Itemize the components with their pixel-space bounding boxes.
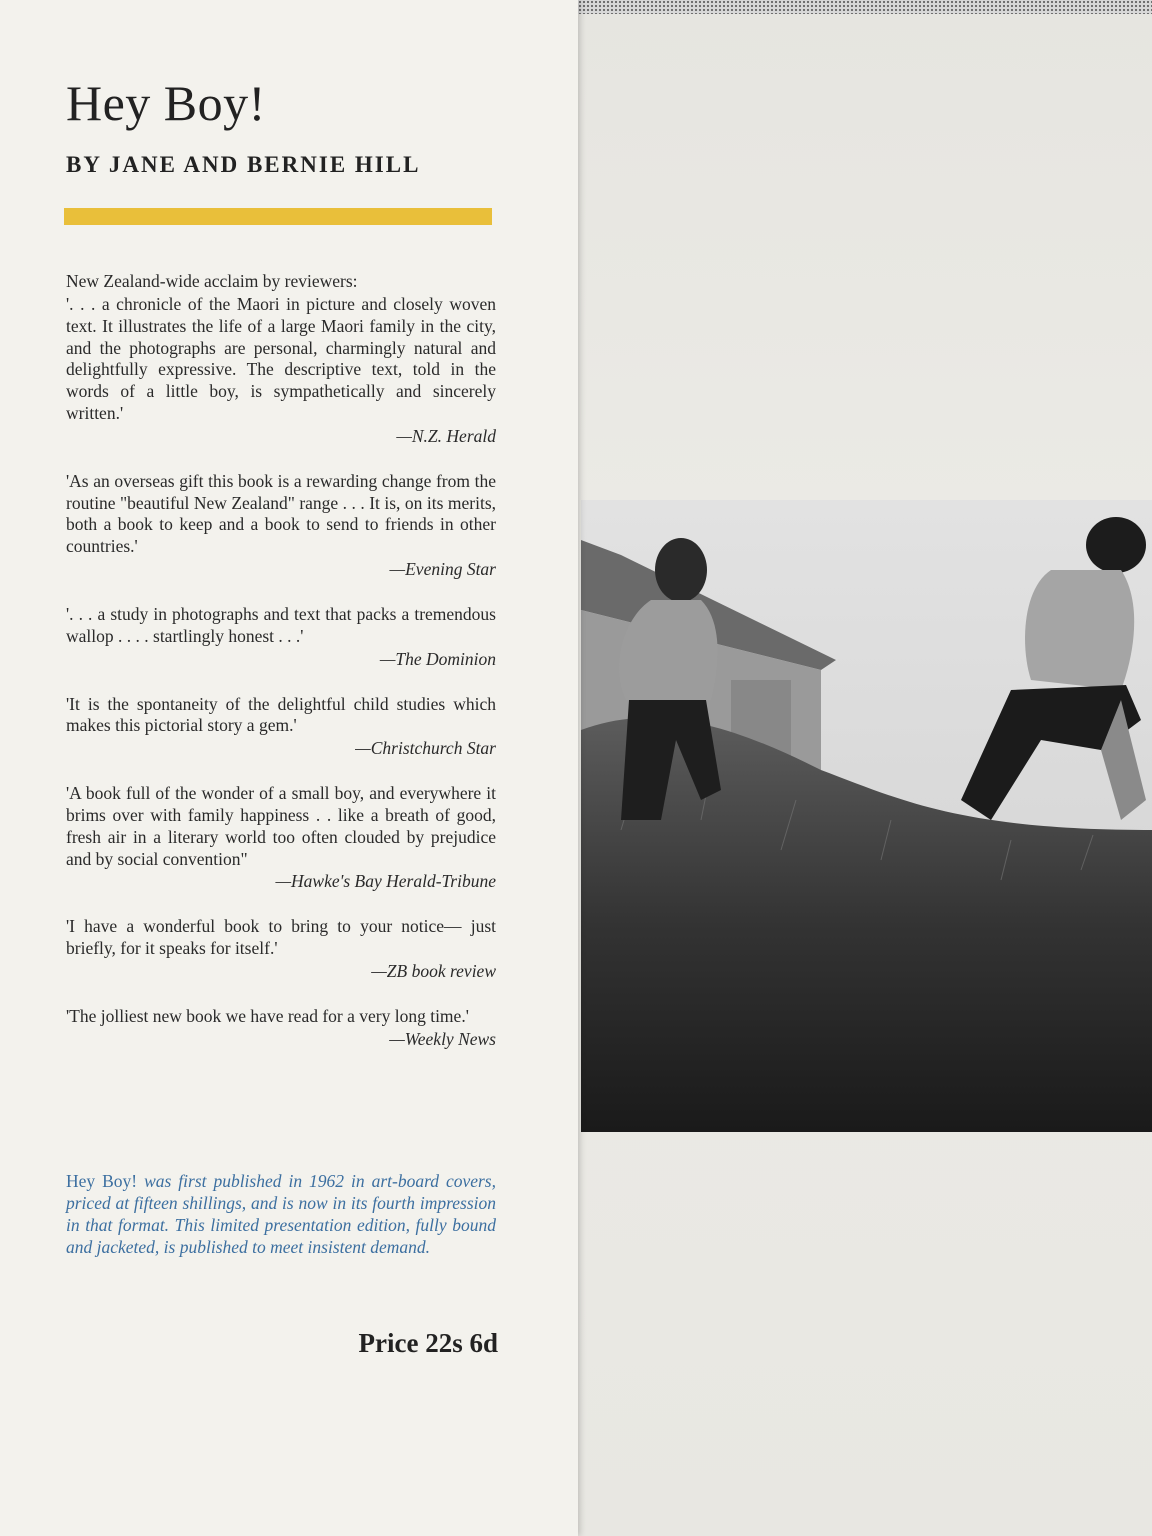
book-title: Hey Boy! <box>66 75 266 131</box>
review-item <box>66 916 496 982</box>
review-item <box>66 1006 496 1050</box>
reviews-section <box>66 270 496 1074</box>
halftone-edge-strip <box>578 0 1152 14</box>
review-item <box>66 294 496 447</box>
reviews-intro: New Zealand-wide acclaim by reviewers: <box>66 271 358 291</box>
review-source: —ZB book review <box>371 960 496 981</box>
review-quote: 'I have a wonderful book to bring to your notice— just briefly, for it speaks for itself.' <box>66 916 496 959</box>
review-item <box>66 471 496 580</box>
review-item <box>66 604 496 670</box>
cover-photograph <box>581 500 1152 1132</box>
review-quote: 'A book full of the wonder of a small boy, and everywhere it brims over with family happiness . . like a breath of good, fresh air in a literary world too often clouded by prejudice and by social convention" <box>66 783 496 869</box>
review-source: —The Dominion <box>379 648 496 669</box>
author-byline: BY JANE AND BERNIE HILL <box>66 152 421 177</box>
publication-note <box>66 1170 496 1258</box>
review-item <box>66 694 496 760</box>
review-quote: '. . . a chronicle of the Maori in picture and closely woven text. It illustrates the life of a large Maori family in the city, and the photographs are personal, charmingly natural and delightfully expressive. The descriptive text, told in the words of a little boy, is sympathetically and sincerely written.' <box>66 294 496 423</box>
review-source: —Hawke's Bay Herald-Tribune <box>275 871 496 892</box>
review-source: —Christchurch Star <box>355 738 496 759</box>
review-quote: 'As an overseas gift this book is a rewarding change from the routine "beautiful New Zealand" range . . . It is, on its merits, both a book to keep and a book to send to friends in other countries.' <box>66 470 496 557</box>
publication-note-text: was first published in 1962 in art-board covers, priced at fifteen shillings, and is now in its fourth impression in that format. This limited presentation edition, fully bound and jacketed, is published to meet insistent demand. <box>66 1171 496 1257</box>
yellow-accent-bar <box>64 208 492 225</box>
review-item <box>66 783 496 892</box>
review-source: —Weekly News <box>389 1028 496 1049</box>
review-quote: 'It is the spontaneity of the delightful child studies which makes this pictorial story a gem.' <box>66 693 496 736</box>
photograph-two-boys-running-icon <box>581 500 1152 1132</box>
publication-note-book-name: Hey Boy! <box>66 1171 138 1191</box>
price-label: Price 22s 6d <box>358 1328 498 1358</box>
review-quote: 'The jolliest new book we have read for a very long time.' <box>66 1005 469 1026</box>
review-quote: '. . . a study in photographs and text that packs a tremendous wallop . . . . startlingly honest . . .' <box>66 603 496 646</box>
review-source: —N.Z. Herald <box>396 425 496 446</box>
review-source: —Evening Star <box>389 558 496 579</box>
